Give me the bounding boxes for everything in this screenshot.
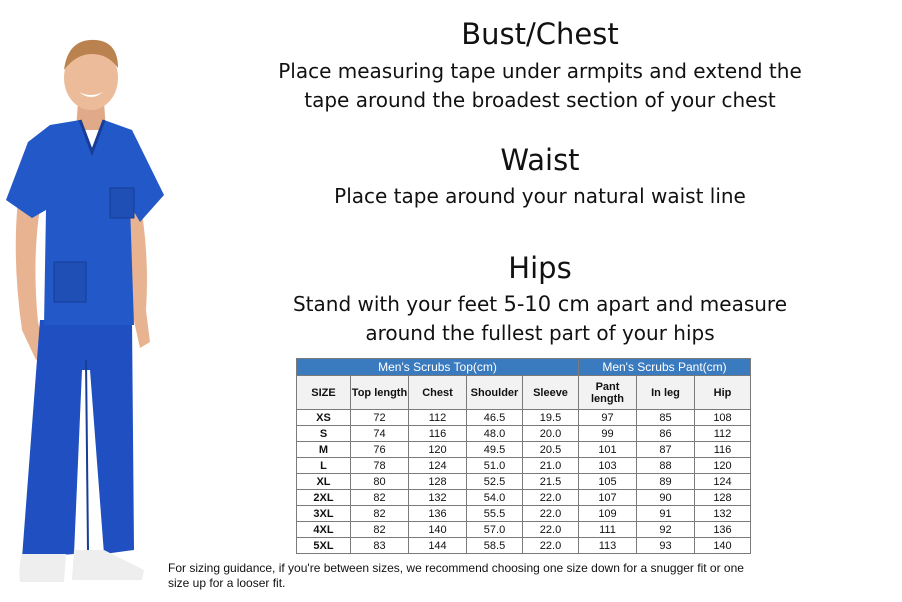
measurement-cell: 22.0 (523, 506, 579, 522)
measurement-cell: 91 (637, 506, 695, 522)
table-row (297, 474, 751, 490)
table-row (297, 458, 751, 474)
measurement-cell: 111 (579, 522, 637, 538)
measurement-cell: 82 (351, 506, 409, 522)
column-header: Chest (409, 376, 467, 410)
scrubs-pant-group-header: Men's Scrubs Pant(cm) (579, 359, 751, 376)
measurement-cell: 21.5 (523, 474, 579, 490)
hips-instructions (260, 290, 820, 348)
measurement-cell: 72 (351, 410, 409, 426)
table-row (297, 426, 751, 442)
measurement-cell: 78 (351, 458, 409, 474)
measurement-cell: 113 (579, 538, 637, 554)
measurement-cell: 19.5 (523, 410, 579, 426)
column-header: SIZE (297, 376, 351, 410)
measurement-cell: 109 (579, 506, 637, 522)
column-header: Top length (351, 376, 409, 410)
hips-line-2: around the fullest part of your hips (365, 321, 715, 345)
table-row (297, 522, 751, 538)
column-header: Hip (695, 376, 751, 410)
size-cell: S (297, 426, 351, 442)
measurement-cell: 112 (695, 426, 751, 442)
waist-instructions (230, 182, 850, 211)
measurement-cell: 144 (409, 538, 467, 554)
measurement-cell: 136 (695, 522, 751, 538)
measurement-cell: 124 (409, 458, 467, 474)
size-cell: 3XL (297, 506, 351, 522)
measurement-cell: 22.0 (523, 490, 579, 506)
waist-line-1: Place tape around your natural waist line (334, 184, 746, 208)
measurement-cell: 107 (579, 490, 637, 506)
measurement-cell: 58.5 (467, 538, 523, 554)
measurement-cell: 83 (351, 538, 409, 554)
measurement-cell: 82 (351, 490, 409, 506)
scrubs-top-group-header: Men's Scrubs Top(cm) (297, 359, 579, 376)
measurement-cell: 112 (409, 410, 467, 426)
measurement-cell: 46.5 (467, 410, 523, 426)
bust-chest-heading: Bust/Chest (461, 17, 619, 51)
measurement-cell: 120 (409, 442, 467, 458)
hips-heading: Hips (508, 251, 572, 285)
measurement-cell: 108 (695, 410, 751, 426)
size-cell: M (297, 442, 351, 458)
size-cell: XL (297, 474, 351, 490)
size-cell: L (297, 458, 351, 474)
hips-text-after: apart and measure (589, 292, 788, 316)
table-row (297, 490, 751, 506)
measurement-cell: 22.0 (523, 522, 579, 538)
measurement-cell: 132 (409, 490, 467, 506)
measurement-cell: 76 (351, 442, 409, 458)
measurement-cell: 93 (637, 538, 695, 554)
measurement-cell: 85 (637, 410, 695, 426)
table-row (297, 538, 751, 554)
bust-line-1: Place measuring tape under armpits and extend the (278, 59, 802, 83)
size-cell: XS (297, 410, 351, 426)
size-cell: 5XL (297, 538, 351, 554)
size-chart-table (296, 358, 751, 554)
measurement-cell: 97 (579, 410, 637, 426)
measurement-cell: 140 (695, 538, 751, 554)
measurement-cell: 88 (637, 458, 695, 474)
column-header: Sleeve (523, 376, 579, 410)
measurement-cell: 105 (579, 474, 637, 490)
measurement-cell: 57.0 (467, 522, 523, 538)
measurement-cell: 99 (579, 426, 637, 442)
sizing-guidance-note: For sizing guidance, if you're between sizes, we recommend choosing one size down for a snugger fit or one size up for a looser fit. (168, 561, 744, 590)
measurement-cell: 48.0 (467, 426, 523, 442)
column-header: Shoulder (467, 376, 523, 410)
measurement-cell: 132 (695, 506, 751, 522)
measurement-cell: 20.0 (523, 426, 579, 442)
measurement-cell: 51.0 (467, 458, 523, 474)
measurement-cell: 87 (637, 442, 695, 458)
measurement-cell: 136 (409, 506, 467, 522)
measurement-cell: 80 (351, 474, 409, 490)
measurement-cell: 89 (637, 474, 695, 490)
measurement-cell: 54.0 (467, 490, 523, 506)
hips-range: 5-10 cm (503, 292, 590, 316)
measurement-cell: 140 (409, 522, 467, 538)
measurement-cell: 128 (409, 474, 467, 490)
measurement-cell: 101 (579, 442, 637, 458)
hips-line-1 (260, 290, 820, 319)
column-header: Pant length (579, 376, 637, 410)
measurement-cell: 55.5 (467, 506, 523, 522)
column-header: In leg (637, 376, 695, 410)
table-row (297, 442, 751, 458)
waist-heading: Waist (500, 143, 580, 177)
model-in-scrubs-image (0, 30, 170, 590)
size-chart-body (297, 410, 751, 554)
bust-chest-instructions (230, 57, 850, 115)
measurement-cell: 74 (351, 426, 409, 442)
size-cell: 2XL (297, 490, 351, 506)
size-cell: 4XL (297, 522, 351, 538)
measurement-cell: 82 (351, 522, 409, 538)
measurement-cell: 103 (579, 458, 637, 474)
measurement-cell: 90 (637, 490, 695, 506)
measurement-cell: 21.0 (523, 458, 579, 474)
table-row (297, 410, 751, 426)
hips-text-before: Stand with your feet (292, 292, 504, 316)
measurement-cell: 116 (409, 426, 467, 442)
measurement-cell: 52.5 (467, 474, 523, 490)
measurement-cell: 49.5 (467, 442, 523, 458)
measurement-cell: 124 (695, 474, 751, 490)
measurement-cell: 86 (637, 426, 695, 442)
bust-line-2: tape around the broadest section of your chest (304, 88, 776, 112)
table-row (297, 506, 751, 522)
measurement-cell: 120 (695, 458, 751, 474)
measurement-cell: 20.5 (523, 442, 579, 458)
measurement-cell: 22.0 (523, 538, 579, 554)
measurement-cell: 116 (695, 442, 751, 458)
measurement-cell: 128 (695, 490, 751, 506)
column-header-row (297, 376, 751, 410)
measurement-cell: 92 (637, 522, 695, 538)
